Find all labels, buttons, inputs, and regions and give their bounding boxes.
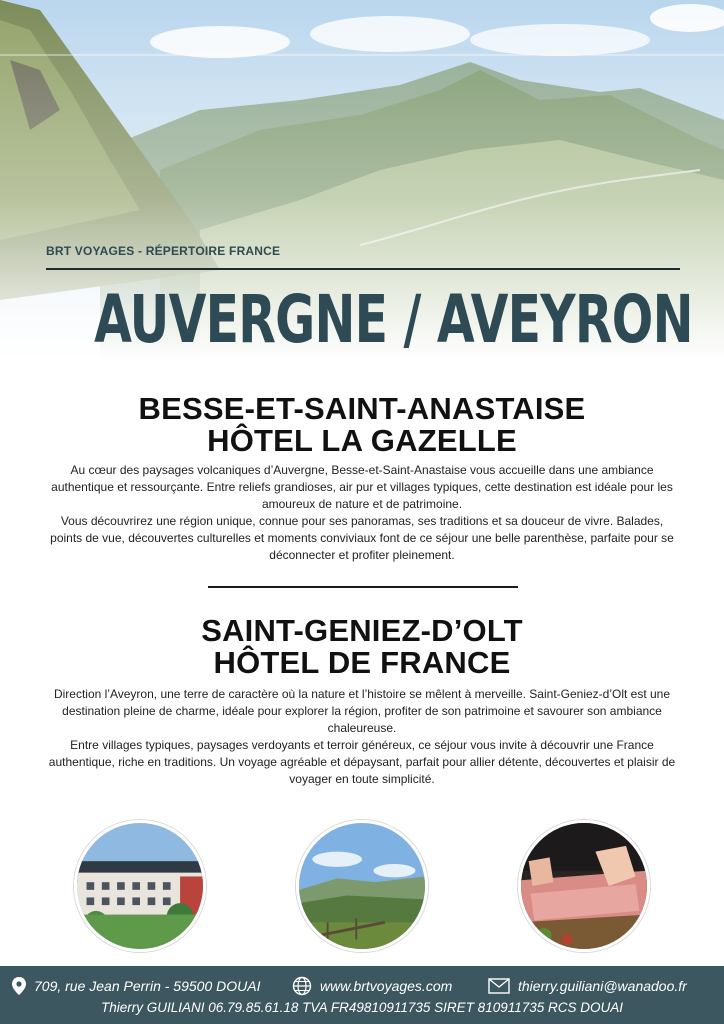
location-pin-icon	[12, 977, 26, 995]
section1-paragraph: Au cœur des paysages volcaniques d’Auvergne, Besse-et-Saint-Anastaise vous accueille dans une ambiance authentique et ressourçante. Entre reliefs grandioses, air pur et villages typiques, cette destination est idéale pour les amoureux de nature et de patrimoine.	[51, 463, 673, 511]
region-title: AUVERGNE / AVEYRON	[94, 281, 693, 358]
globe-icon	[292, 976, 312, 996]
section1-title-line1: BESSE-ET-SAINT-ANASTAISE	[138, 391, 586, 426]
section1-paragraph: Vous découvrirez une région unique, connue pour ses panoramas, ses traditions et sa douceur de vivre. Balades, points de vue, découvertes culturelles et moments conviviaux font de ce séjour une belle parenthèse, parfaite pour se déconnecter et profiter pleinement.	[50, 514, 674, 562]
footer-email[interactable]	[488, 976, 687, 996]
section1-body	[44, 462, 680, 564]
address-text: 709, rue Jean Perrin - 59500 DOUAI	[34, 978, 261, 994]
section1-title-line2: HÔTEL LA GAZELLE	[207, 423, 517, 458]
section2-title-line2: HÔTEL DE FRANCE	[213, 645, 511, 680]
section2-paragraph: Direction l’Aveyron, une terre de caractère où la nature et l’histoire se mêlent à merveille. Saint-Geniez-d’Olt est une destination pleine de charme, idéale pour explorer la région, profiter de son patrimoine et savourer son ambiance chaleureuse.	[53, 687, 671, 735]
footer-address	[12, 976, 260, 996]
legal-info: Thierry GUILIANI 06.79.85.61.18 TVA FR49810911735 SIRET 810911735 RCS DOUAI	[100, 1000, 624, 1015]
valley-landscape-photo	[296, 820, 428, 952]
section2-paragraph: Entre villages typiques, paysages verdoyants et terroir généreux, ce séjour vous invite à découvrir une France authentique, riche en traditions. Un voyage agréable et dépaysant, parfait pour allier détente, découvertes et plaisir de voyager en toute simplicité.	[48, 738, 676, 786]
hero-divider	[46, 268, 680, 270]
mail-icon	[488, 978, 510, 994]
publisher-kicker: BRT VOYAGES - RÉPERTOIRE FRANCE	[46, 244, 281, 258]
footer-website[interactable]	[292, 976, 452, 996]
website-link[interactable]: www.brtvoyages.com	[320, 978, 453, 994]
ham-slicing-photo	[518, 820, 650, 952]
hotel-building-photo	[74, 820, 206, 952]
section-divider	[208, 586, 518, 588]
contact-footer	[0, 966, 724, 1024]
section2-body	[44, 686, 680, 788]
section2-title-line1: SAINT-GENIEZ-D’OLT	[201, 613, 523, 648]
email-link[interactable]: thierry.guiliani@wanadoo.fr	[518, 978, 687, 994]
